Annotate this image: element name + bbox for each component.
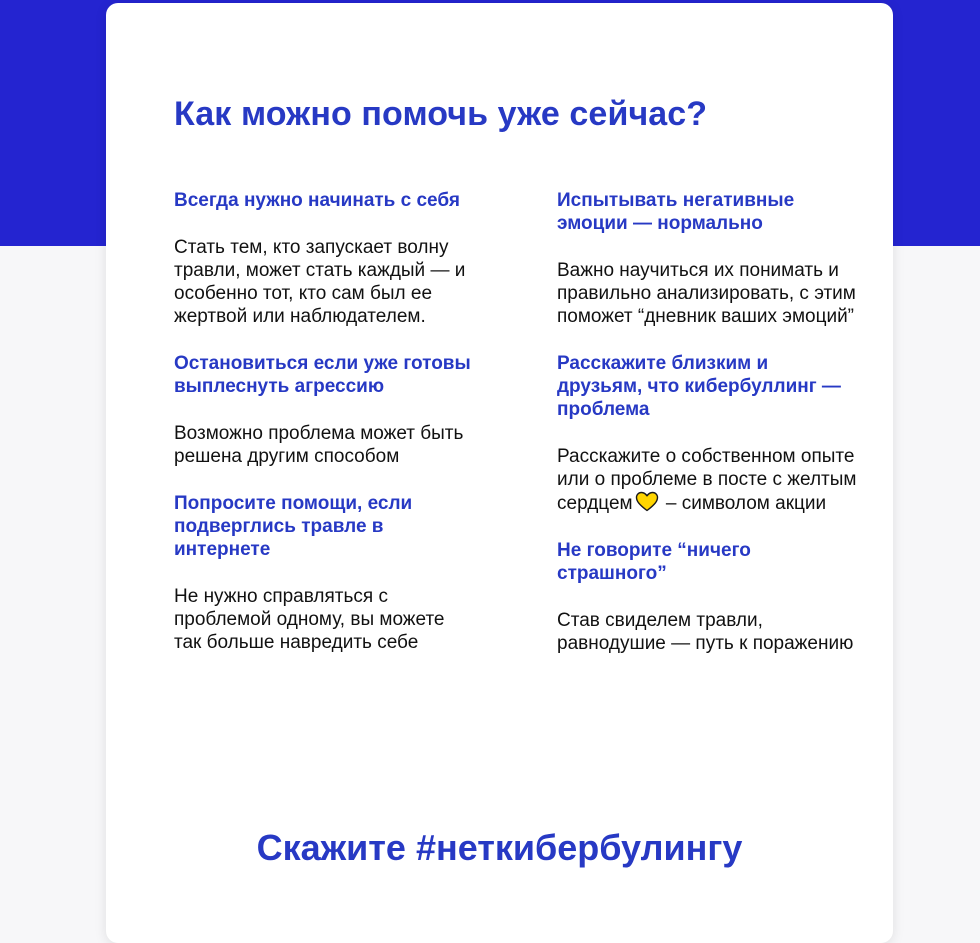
tip-heading: Испытывать негативные эмоции — нормально <box>557 190 795 234</box>
tip-text-part: – символом акции <box>660 493 827 514</box>
tip-text: Важно научиться их понимать и правильно анализировать, с этим поможет “дневник ваших эмоций” <box>557 260 856 327</box>
tip-text: Стать тем, кто запускает волну травли, может стать каждый — и особенно тот, кто сам был ее жертвой или наблюдателем. <box>174 237 466 327</box>
tip-heading: Попросите помощи, если подверглись травле в интернете <box>174 493 413 560</box>
tip-heading: Всегда нужно начинать с себя <box>174 190 460 211</box>
tip-heading: Остановиться если уже готовы выплеснуть агрессию <box>174 353 471 397</box>
content-card <box>106 3 893 943</box>
slogan-hashtag: Скажите #неткибербулингу <box>256 827 743 868</box>
right-column <box>557 189 857 679</box>
yellow-heart-icon <box>635 491 659 512</box>
left-column <box>174 189 474 678</box>
tip-text: Возможно проблема может быть решена другим способом <box>174 423 464 467</box>
tip-text-part: Расскажите о собственном опыте или о проблеме в посте с желтым сердцем <box>557 446 857 514</box>
page-title: Как можно помочь уже сейчас? <box>174 95 708 133</box>
tip-text <box>557 445 857 515</box>
tip-heading: Не говорите “ничего страшного” <box>557 540 751 584</box>
tip-text: Став свиделем травли, равнодушие — путь к поражению <box>557 610 854 654</box>
tip-heading: Расскажите близким и друзьям, что кибербуллинг — проблема <box>557 353 841 420</box>
tip-text: Не нужно справляться с проблемой одному, вы можете так больше навредить себе <box>174 586 445 653</box>
